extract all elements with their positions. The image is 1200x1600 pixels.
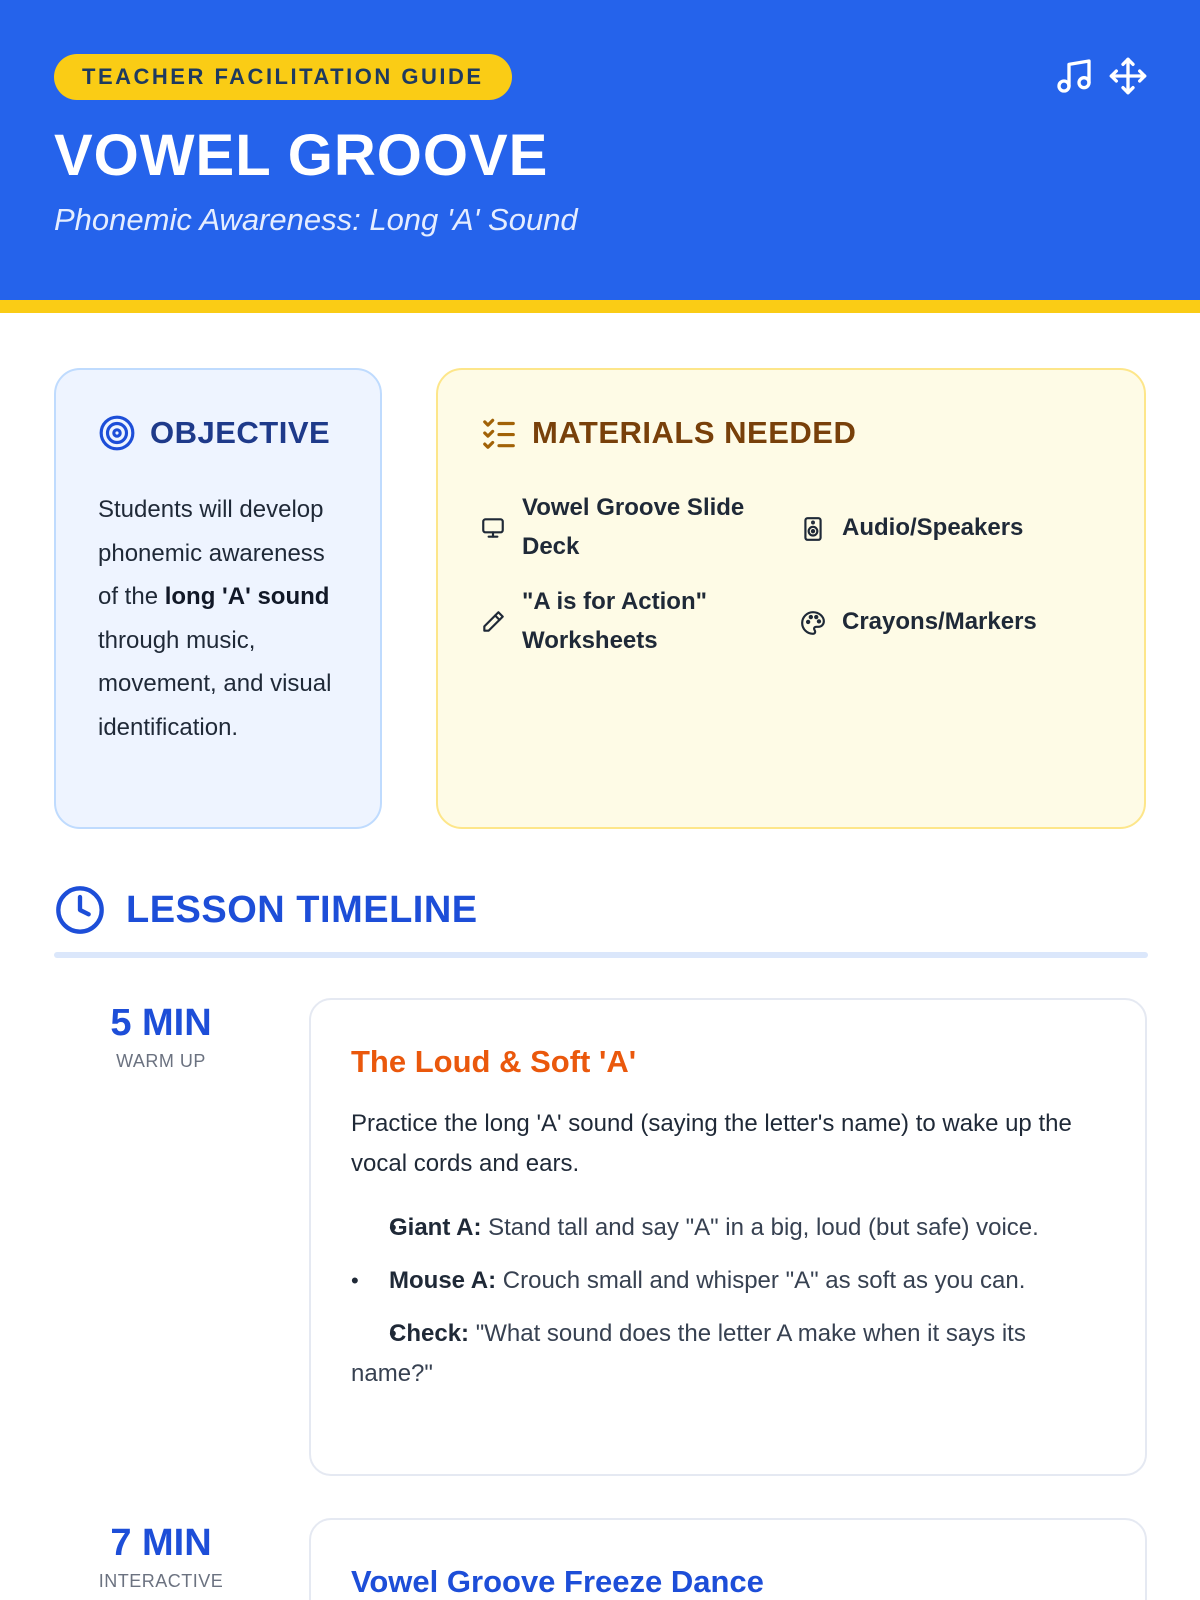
activity-card (309, 998, 1147, 1476)
timeline-title: LESSON TIMELINE (126, 888, 478, 931)
palette-icon (800, 609, 826, 635)
material-item (800, 508, 1100, 547)
monitor-icon (480, 514, 506, 540)
move-arrows-icon (1108, 56, 1148, 96)
step-lead: Check: (389, 1320, 470, 1347)
objective-text-end: through music, movement, and visual identification. (98, 626, 332, 741)
objective-text-start: Students will develop phonemic awareness of the (98, 496, 325, 610)
materials-heading (480, 414, 1106, 452)
page-header (0, 0, 1200, 300)
phase-label: INTERACTIVE (98, 1571, 224, 1591)
page-subtitle: Phonemic Awareness: Long 'A' Sound (54, 202, 578, 237)
timeline-divider (54, 952, 1148, 958)
material-label: Audio/Speakers (842, 514, 1024, 541)
timeline-duration (54, 1522, 268, 1592)
objective-heading (98, 414, 342, 452)
duration-value: 5 MIN (110, 1002, 212, 1044)
material-item (480, 582, 780, 660)
duration-value: 7 MIN (110, 1522, 212, 1564)
objective-text-emphasis: long 'A' sound (164, 583, 330, 610)
material-label: "A is for Action" Worksheets (522, 588, 707, 654)
activity-card (309, 1518, 1147, 1600)
list-item (351, 1314, 1105, 1394)
timeline-duration (54, 1002, 268, 1072)
step-text: Crouch small and whisper "A" as soft as you can. (502, 1267, 1026, 1294)
timeline-heading (54, 884, 478, 936)
activity-title: The Loud & Soft 'A' (351, 1044, 637, 1079)
activity-title: Vowel Groove Freeze Dance (351, 1564, 764, 1599)
guide-type-badge: TEACHER FACILITATION GUIDE (54, 54, 512, 100)
list-item (351, 1261, 1105, 1301)
speaker-icon (800, 515, 826, 541)
page-title: VOWEL GROOVE (54, 123, 549, 188)
header-accent-stripe (0, 300, 1200, 313)
activity-description: Practice the long 'A' sound (saying the letter's name) to wake up the vocal cords and ears. (351, 1110, 1072, 1177)
objective-text (98, 488, 342, 749)
pencil-icon (480, 608, 506, 634)
materials-card (436, 368, 1146, 829)
material-item (480, 488, 780, 566)
objective-title: OBJECTIVE (150, 415, 331, 450)
step-text: Stand tall and say "A" in a big, loud (but safe) voice. (488, 1214, 1039, 1241)
material-label: Vowel Groove Slide Deck (522, 494, 745, 560)
music-note-icon (1054, 56, 1094, 96)
materials-title: MATERIALS NEEDED (532, 415, 857, 450)
clock-icon (54, 884, 106, 936)
activity-steps (351, 1208, 1105, 1394)
material-item (800, 602, 1100, 641)
step-lead: Mouse A: (389, 1267, 497, 1294)
checklist-icon (480, 414, 518, 452)
material-label: Crayons/Markers (842, 608, 1037, 635)
phase-label: WARM UP (116, 1051, 206, 1071)
step-text: "What sound does the letter A make when it says its name?" (351, 1320, 1026, 1387)
step-lead: Giant A: (389, 1214, 482, 1241)
objective-card (54, 368, 382, 829)
target-icon (98, 414, 136, 452)
list-item (351, 1208, 1105, 1248)
header-icons (1054, 56, 1148, 96)
